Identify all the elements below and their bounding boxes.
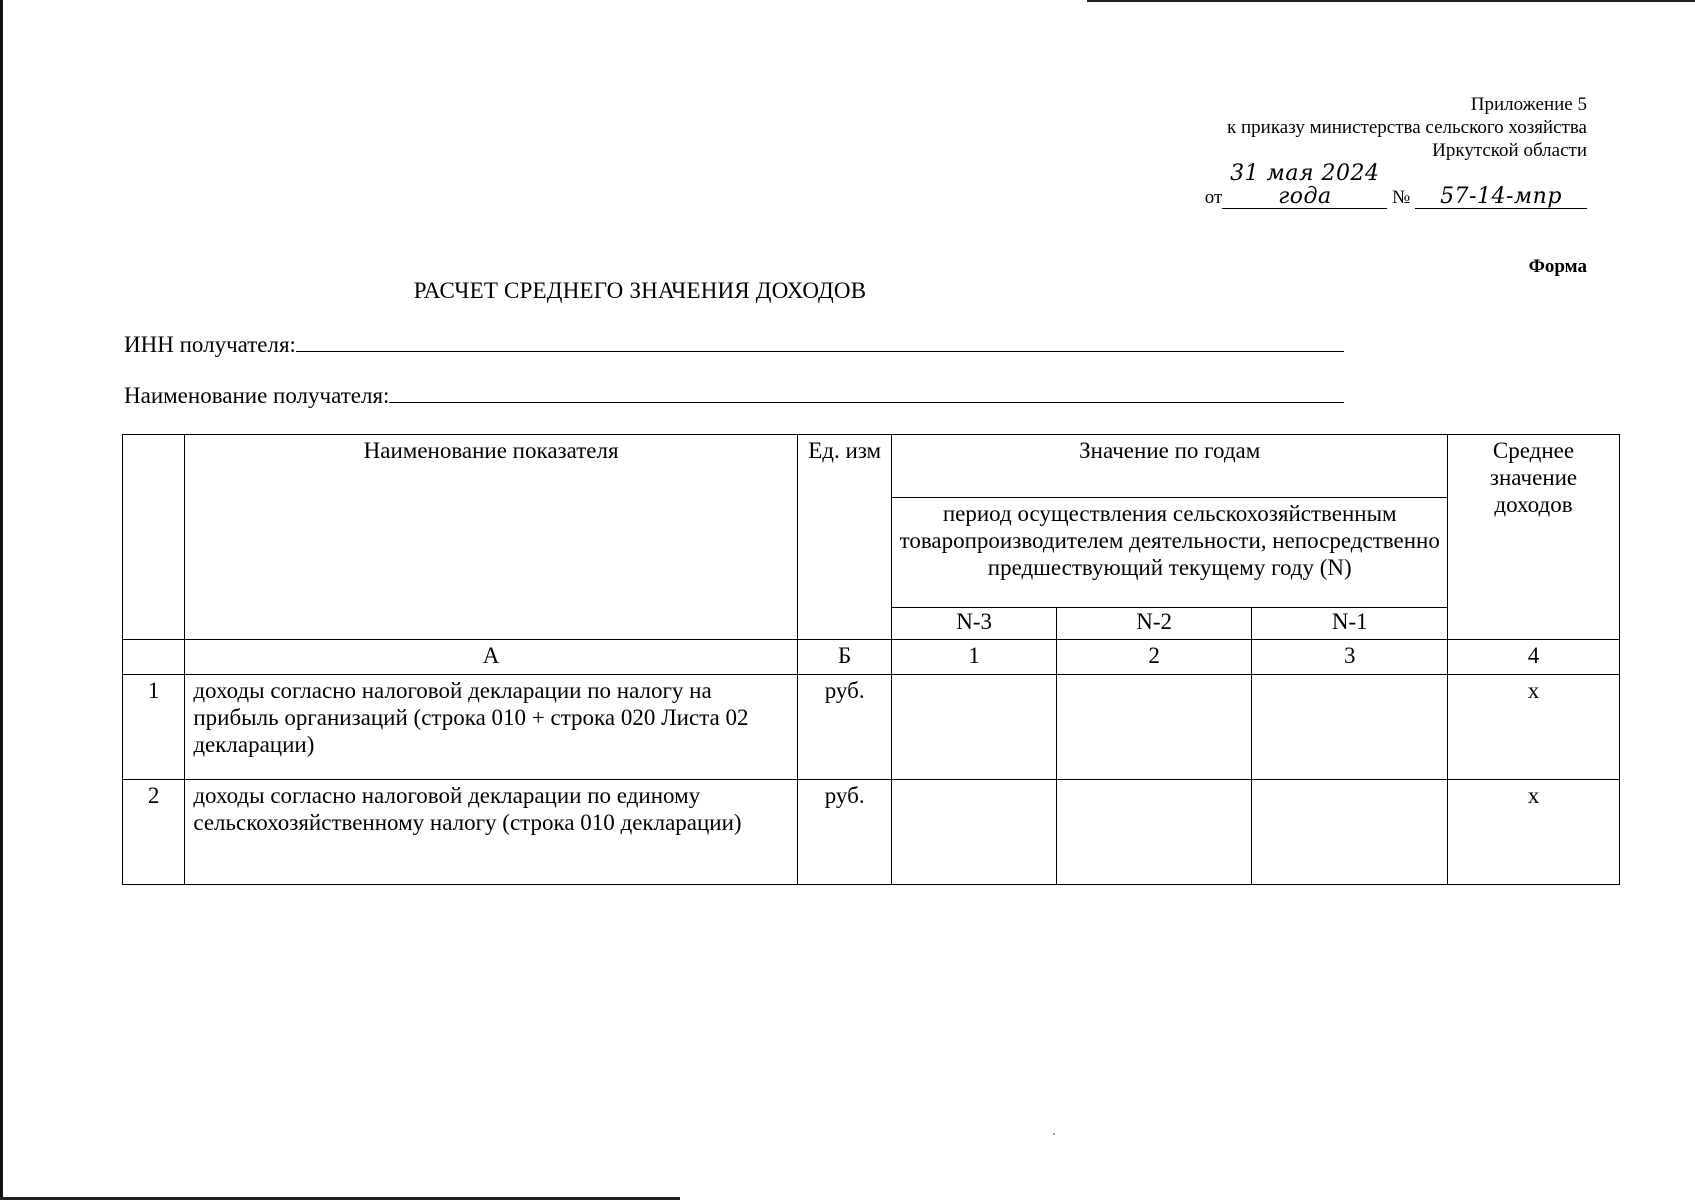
row-average: x xyxy=(1448,780,1620,885)
document-title: РАСЧЕТ СРЕДНЕГО ЗНАЧЕНИЯ ДОХОДОВ xyxy=(413,278,867,303)
row-indicator-name: доходы согласно налоговой декларации по единому сельскохозяйственному налогу (строка 010 декларации) xyxy=(185,780,798,885)
order-date-handwritten: 31 мая 2024 года xyxy=(1222,162,1387,209)
row-value-n-2[interactable] xyxy=(1056,780,1252,885)
row-indicator-name: доходы согласно налоговой декларации по налогу на прибыль организаций (строка 010 + строка 020 Листа 02 декларации) xyxy=(185,675,798,780)
region-name: Иркутской области xyxy=(1432,140,1587,161)
header-average-income: Среднее значение доходов xyxy=(1448,435,1620,640)
inn-label: ИНН получателя: xyxy=(124,332,296,357)
column-index-cell: 1 xyxy=(892,640,1056,675)
row-value-n-3[interactable] xyxy=(892,780,1056,885)
appendix-number: Приложение 5 xyxy=(1470,94,1587,115)
row-unit: руб. xyxy=(797,780,892,885)
row-number: 2 xyxy=(123,780,185,885)
recipient-name-label: Наименование получателя: xyxy=(124,383,390,408)
column-index-cell: А xyxy=(185,640,798,675)
header-unit: Ед. изм xyxy=(797,435,892,640)
order-number-handwritten: 57-14-мпр xyxy=(1415,185,1587,209)
row-value-n-3[interactable] xyxy=(892,675,1056,780)
inn-field-row xyxy=(124,331,1344,358)
column-index-cell: 3 xyxy=(1252,640,1448,675)
row-value-n-2[interactable] xyxy=(1056,675,1252,780)
column-index-cell xyxy=(123,640,185,675)
date-prefix: от xyxy=(1204,187,1223,208)
table-row xyxy=(123,675,1620,780)
scan-edge-left xyxy=(0,0,3,1200)
table-row xyxy=(123,780,1620,885)
scan-edge-top xyxy=(1087,0,1695,2)
header-indicator-name: Наименование показателя xyxy=(185,435,798,640)
column-index-cell: 4 xyxy=(1448,640,1620,675)
row-average: x xyxy=(1448,675,1620,780)
column-index-cell: 2 xyxy=(1056,640,1252,675)
appendix-header xyxy=(1205,93,1587,209)
row-number: 1 xyxy=(123,675,185,780)
order-date-number-line xyxy=(1205,162,1587,209)
header-year-n-3: N-3 xyxy=(892,608,1056,640)
scan-speck xyxy=(1053,1133,1055,1135)
order-reference: к приказу министерства сельского хозяйства xyxy=(1227,117,1587,138)
inn-blank-line[interactable] xyxy=(296,331,1344,352)
row-value-n-1[interactable] xyxy=(1252,780,1448,885)
column-index-row xyxy=(123,640,1620,675)
recipient-name-field-row xyxy=(124,382,1344,409)
form-label: Форма xyxy=(1528,256,1587,277)
header-year-n-1: N-1 xyxy=(1252,608,1448,640)
column-index-cell: Б xyxy=(797,640,892,675)
header-period-description: период осуществления сельскохозяйственным товаропроизводителем деятельности, непосредственно предшествующий текущему году (N) xyxy=(892,498,1448,608)
row-unit: руб. xyxy=(797,675,892,780)
recipient-name-blank-line[interactable] xyxy=(389,382,1344,403)
header-row-number-cell xyxy=(123,435,185,640)
income-calculation-table xyxy=(122,434,1620,885)
number-prefix: № xyxy=(1392,187,1411,208)
header-values-by-year: Значение по годам xyxy=(892,435,1448,498)
row-value-n-1[interactable] xyxy=(1252,675,1448,780)
header-year-n-2: N-2 xyxy=(1056,608,1252,640)
